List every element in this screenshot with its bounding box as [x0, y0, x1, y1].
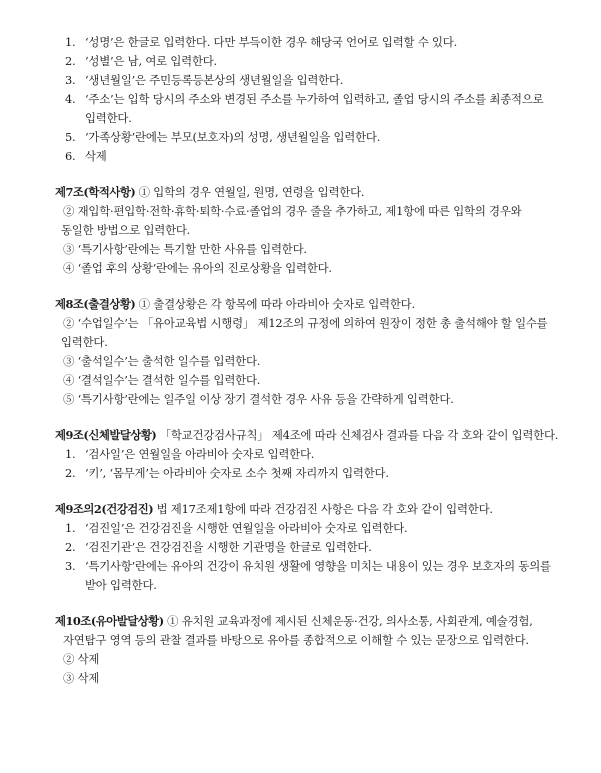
article-first-paragraph: 「학교건강검사규칙」 제4조에 따라 신체검사 결과를 다음 각 호와 같이 입력한다. [159, 428, 559, 442]
article-10 [55, 612, 561, 688]
paragraph [63, 202, 561, 240]
paragraph-text: ③ ‘특기사항’란에는 특기할 만한 사유를 입력한다. [63, 242, 307, 256]
paragraph [63, 240, 561, 259]
section6-list [60, 33, 561, 166]
item-text: ‘가족상황’란에는 부모(보호자)의 성명, 생년월일을 입력한다. [85, 130, 381, 144]
item-text: 삭제 [85, 149, 107, 163]
item-number: 1. [65, 447, 76, 461]
paragraph [63, 650, 561, 669]
list-item [65, 464, 561, 483]
paragraph-text: ④ ‘졸업 후의 상황’란에는 유아의 진로상황을 입력한다. [63, 261, 332, 275]
list-item [65, 445, 561, 464]
list-item [65, 147, 561, 166]
article-first-paragraph: ① 출결상황은 각 항목에 따라 아라비아 숫자로 입력한다. [138, 297, 415, 311]
list-item [65, 33, 561, 52]
paragraph-text-continued: 동일한 방법으로 입력한다. [61, 223, 191, 237]
paragraph [63, 371, 561, 390]
item-text: ‘검진기관’은 건강검진을 시행한 기관명을 한글로 입력한다. [85, 540, 372, 554]
paragraph [63, 352, 561, 371]
article-heading [55, 295, 561, 314]
list-item [65, 71, 561, 90]
article-heading [55, 612, 561, 631]
item-number: 1. [65, 521, 76, 535]
paragraph [63, 390, 561, 409]
item-number: 6. [65, 149, 76, 163]
list-item [65, 52, 561, 71]
item-text: ‘주소’는 입학 당시의 주소와 변경된 주소를 누가하여 입력하고, 졸업 당시의 주소를 최종적으로 [85, 92, 544, 106]
article-title: 제10조(유아발달상황) [55, 614, 164, 628]
item-text-continued: 입력한다. [85, 111, 132, 125]
article-first-paragraph: ① 유치원 교육과정에 제시된 신체운동·건강, 의사소통, 사회관계, 예술경험, [167, 614, 533, 628]
paragraph-text: ⑤ ‘특기사항’란에는 일주일 이상 장기 결석한 경우 사유 등을 간략하게 입력한다. [63, 392, 454, 406]
item-text: ‘생년월일’은 주민등록등본상의 생년월일을 입력한다. [85, 73, 344, 87]
article-title: 제8조(출결상황) [55, 297, 136, 311]
item-text: ‘성명’은 한글로 입력한다. 다만 부득이한 경우 해당국 언어로 입력할 수 있다. [85, 35, 457, 49]
paragraph [63, 669, 561, 688]
item-text: ‘성별’은 남, 여로 입력한다. [85, 54, 217, 68]
article-first-paragraph: 법 제17조제1항에 따라 건강검진 사항은 다음 각 호와 같이 입력한다. [156, 502, 493, 516]
paragraph-text: ② ‘수업일수’는 「유아교육법 시행령」 제12조의 규정에 의하여 원장이 정한 총 출석해야 할 일수를 [63, 316, 548, 330]
paragraph-text: ② 삭제 [63, 652, 100, 666]
article-9 [55, 426, 561, 483]
article-first-paragraph: ① 입학의 경우 연월일, 원명, 연령을 입력한다. [138, 185, 365, 199]
item-number: 4. [65, 92, 76, 106]
item-text: ‘특기사항’란에는 유아의 건강이 유치원 생활에 영향을 미치는 내용이 있는 경우 보호자의 동의를 [85, 559, 551, 573]
list-item [65, 519, 561, 538]
list-item [65, 538, 561, 557]
article-heading [55, 500, 561, 519]
paragraph-text: ② 재입학·편입학·전학·휴학·퇴학·수료·졸업의 경우 줄을 추가하고, 제1항에 따른 입학의 경우와 [63, 204, 522, 218]
paragraph-text-continued: 자연탐구 영역 등의 관찰 결과를 바탕으로 유아를 종합적으로 이해할 수 있는 문장으로 입력한다. [63, 633, 529, 647]
paragraph-text-continued: 입력한다. [61, 335, 108, 349]
paragraph-text: ③ ‘출석일수’는 출석한 일수를 입력한다. [63, 354, 261, 368]
article-heading [55, 426, 561, 445]
article-title: 제9조(신체발달상황) [55, 428, 157, 442]
item-text: ‘키’, ‘몸무게’는 아라비아 숫자로 소수 첫째 자리까지 입력한다. [85, 466, 389, 480]
paragraph [63, 314, 561, 352]
item-number: 1. [65, 35, 76, 49]
paragraph [63, 259, 561, 278]
item-number: 2. [65, 54, 76, 68]
article-heading [55, 183, 561, 202]
article-9-2 [55, 500, 561, 595]
article-8 [55, 295, 561, 409]
item-number: 5. [65, 130, 76, 144]
item-number: 2. [65, 466, 76, 480]
article-title: 제9조의2(건강검진) [55, 502, 154, 516]
item-text: ‘검진일’은 건강검진을 시행한 연월일을 아라비아 숫자로 입력한다. [85, 521, 408, 535]
item-text: ‘검사일’은 연월일을 아라비아 숫자로 입력한다. [85, 447, 315, 461]
item-number: 2. [65, 540, 76, 554]
paragraph-text: ④ ‘결석일수’는 결석한 일수를 입력한다. [63, 373, 261, 387]
item-number: 3. [65, 559, 76, 573]
list-item [65, 128, 561, 147]
item-text-continued: 받아 입력한다. [85, 578, 157, 592]
article-title: 제7조(학적사항) [55, 185, 136, 199]
list-item [65, 90, 561, 128]
item-number: 3. [65, 73, 76, 87]
article-7 [55, 183, 561, 278]
paragraph-text: ③ 삭제 [63, 671, 100, 685]
list-item [65, 557, 561, 595]
